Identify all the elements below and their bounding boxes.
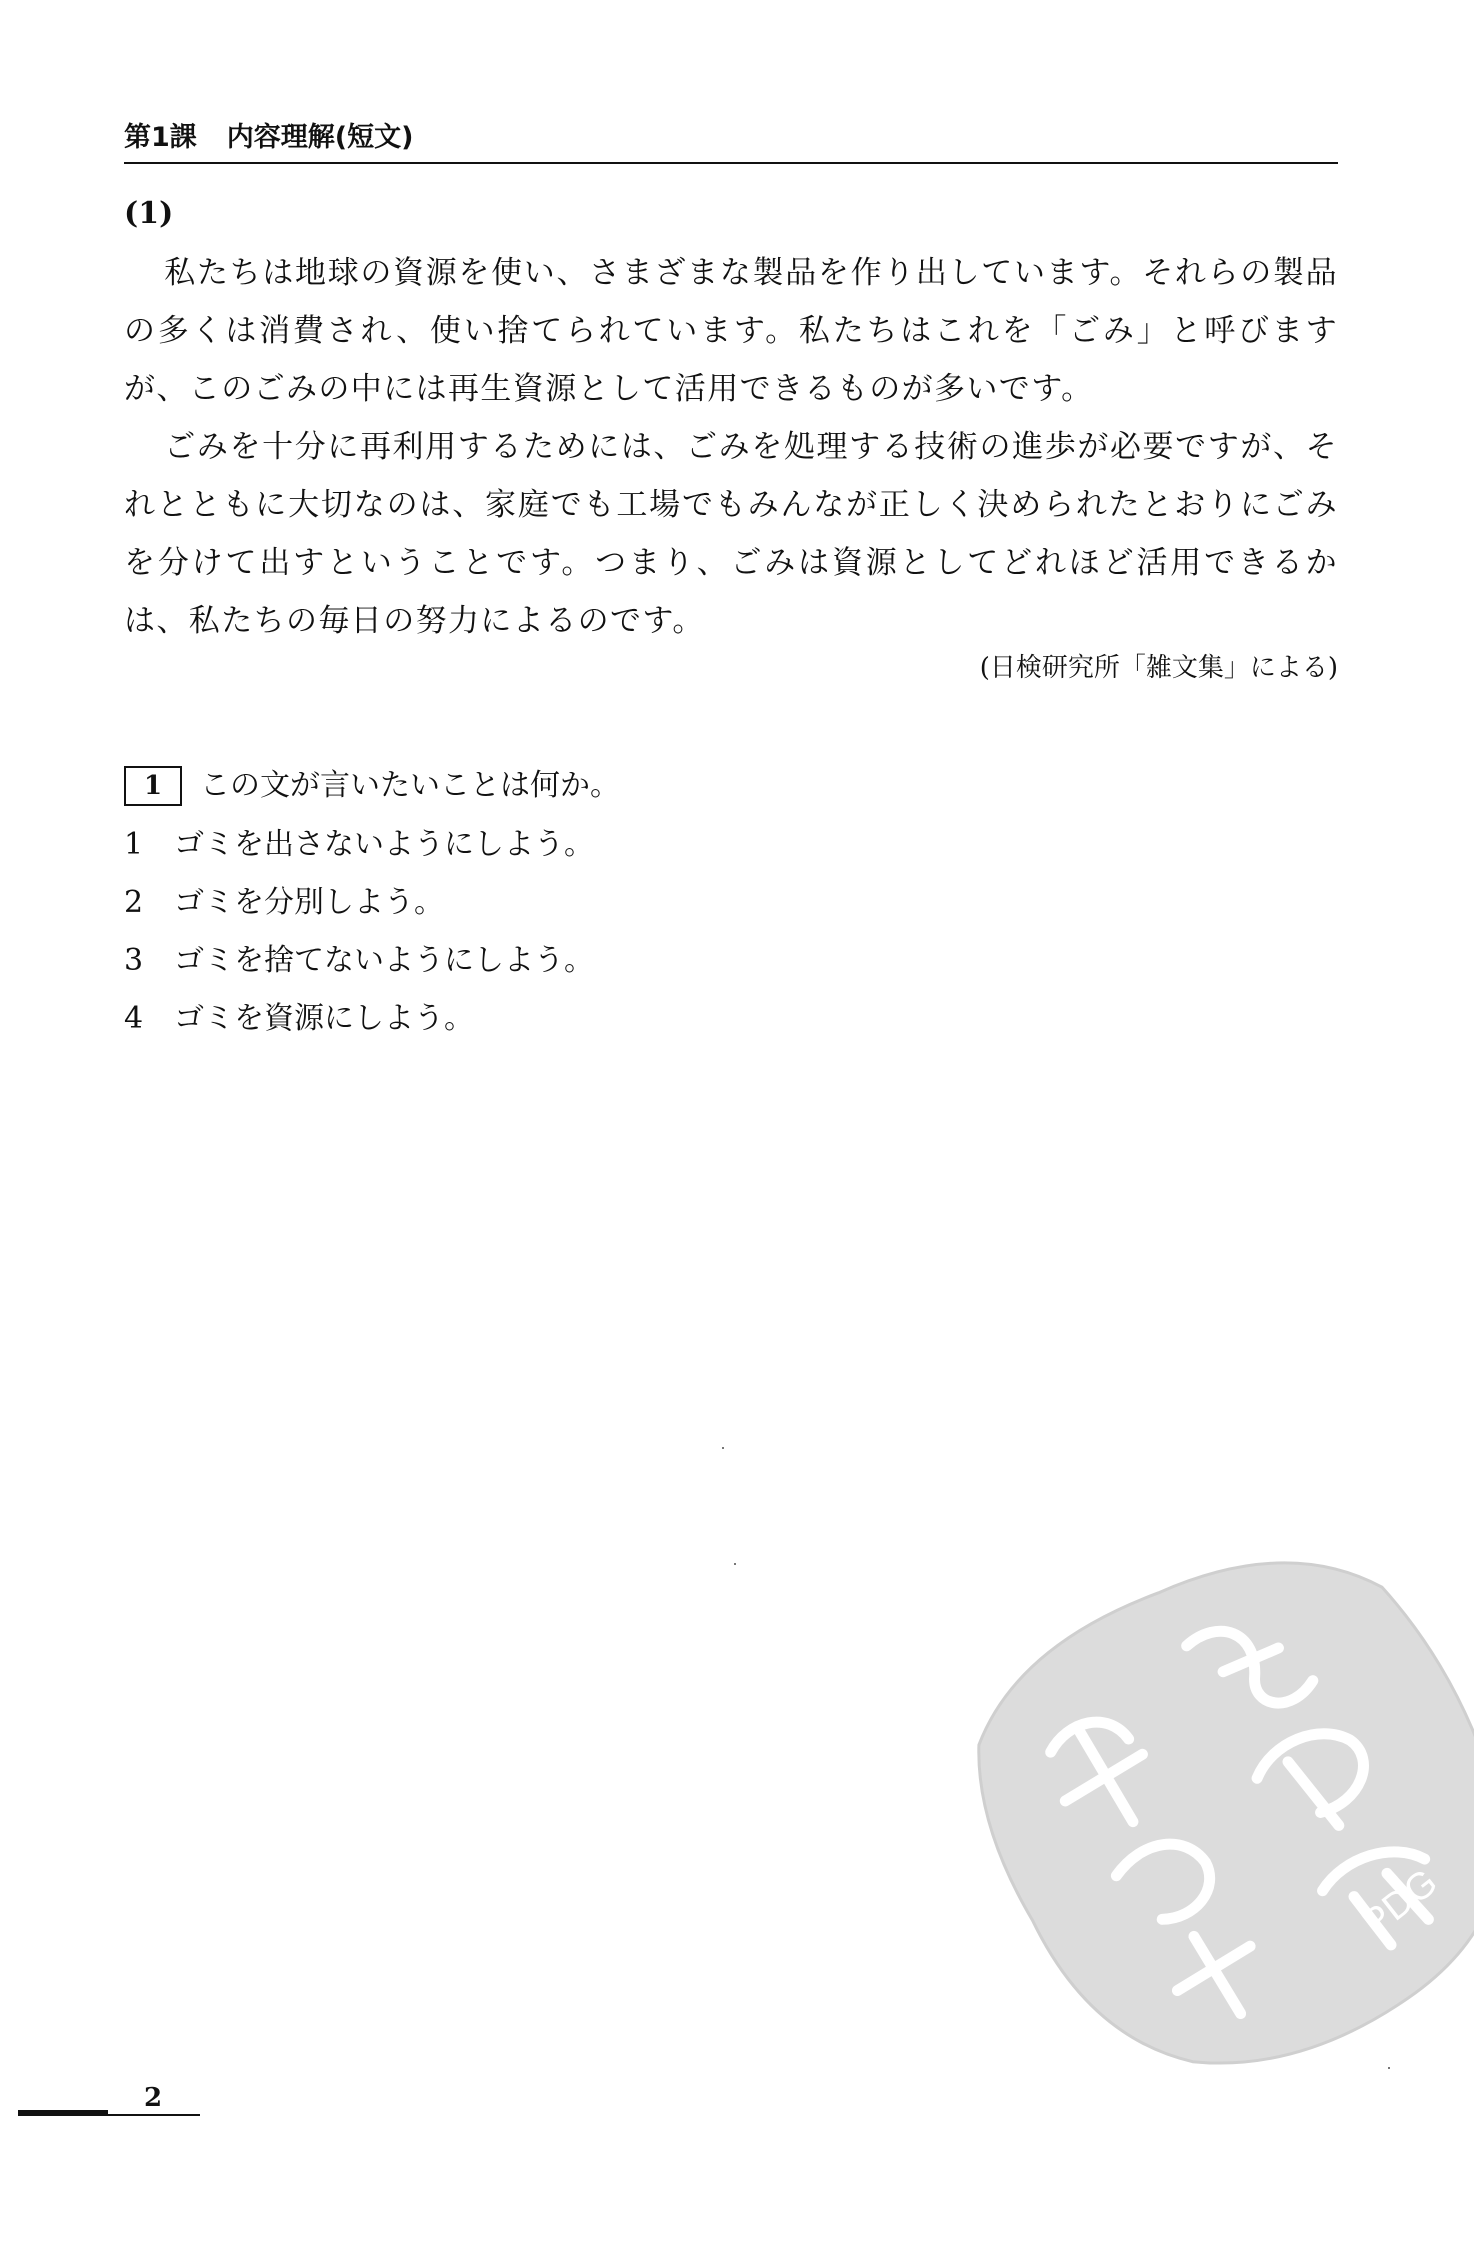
footer-rule-thick [18, 2110, 108, 2116]
choice-number: 1 [124, 827, 144, 862]
topic-label: 内容理解(短文) [226, 122, 414, 153]
question-number-box: 1 [124, 766, 182, 806]
choice-number: 3 [124, 943, 144, 978]
watermark-label: PDG [1354, 1861, 1446, 1945]
seal-stone-shape [970, 1540, 1474, 2080]
seal-watermark [970, 1540, 1474, 2080]
section-number: (1) [124, 196, 174, 231]
question-prompt: この文が言いたいことは何か。 [200, 768, 620, 803]
lesson-label: 第1課 [124, 122, 197, 153]
choice-text: ゴミを出さないようにしよう。 [174, 827, 594, 862]
answer-choices [124, 816, 594, 1048]
choice-text: ゴミを資源にしよう。 [174, 1001, 474, 1036]
running-header [124, 118, 1338, 164]
answer-choice [124, 816, 594, 874]
choice-text: ゴミを分別しよう。 [174, 885, 444, 920]
passage-paragraph: 私たちは地球の資源を使い、さまざまな製品を作り出しています。それらの製品の多くは消費され、使い捨てられています。私たちはこれを「ごみ」と呼びますが、このごみの中には再生資源として活用できるものが多いです。 [124, 255, 1338, 407]
choice-number: 4 [124, 1001, 144, 1036]
footer-rule-thin [108, 2114, 200, 2116]
scan-speck [722, 1447, 724, 1449]
choice-text: ゴミを捨てないようにしよう。 [174, 943, 594, 978]
page-footer [18, 2084, 200, 2120]
source-citation: (日検研究所「雑文集」による) [979, 653, 1338, 683]
question [124, 760, 620, 812]
answer-choice [124, 874, 594, 932]
passage-paragraph: ごみを十分に再利用するためには、ごみを処理する技術の進歩が必要ですが、それとともに大切なのは、家庭でも工場でもみんなが正しく決められたとおりにごみを分けて出すということです。つまり、ごみは資源としてどれほど活用できるかは、私たちの毎日の努力によるのです。 [124, 429, 1338, 639]
reading-passage [124, 244, 1338, 650]
scan-speck [734, 1563, 736, 1565]
answer-choice [124, 932, 594, 990]
answer-choice [124, 990, 594, 1048]
page-number: 2 [144, 2083, 163, 2113]
choice-number: 2 [124, 885, 144, 920]
